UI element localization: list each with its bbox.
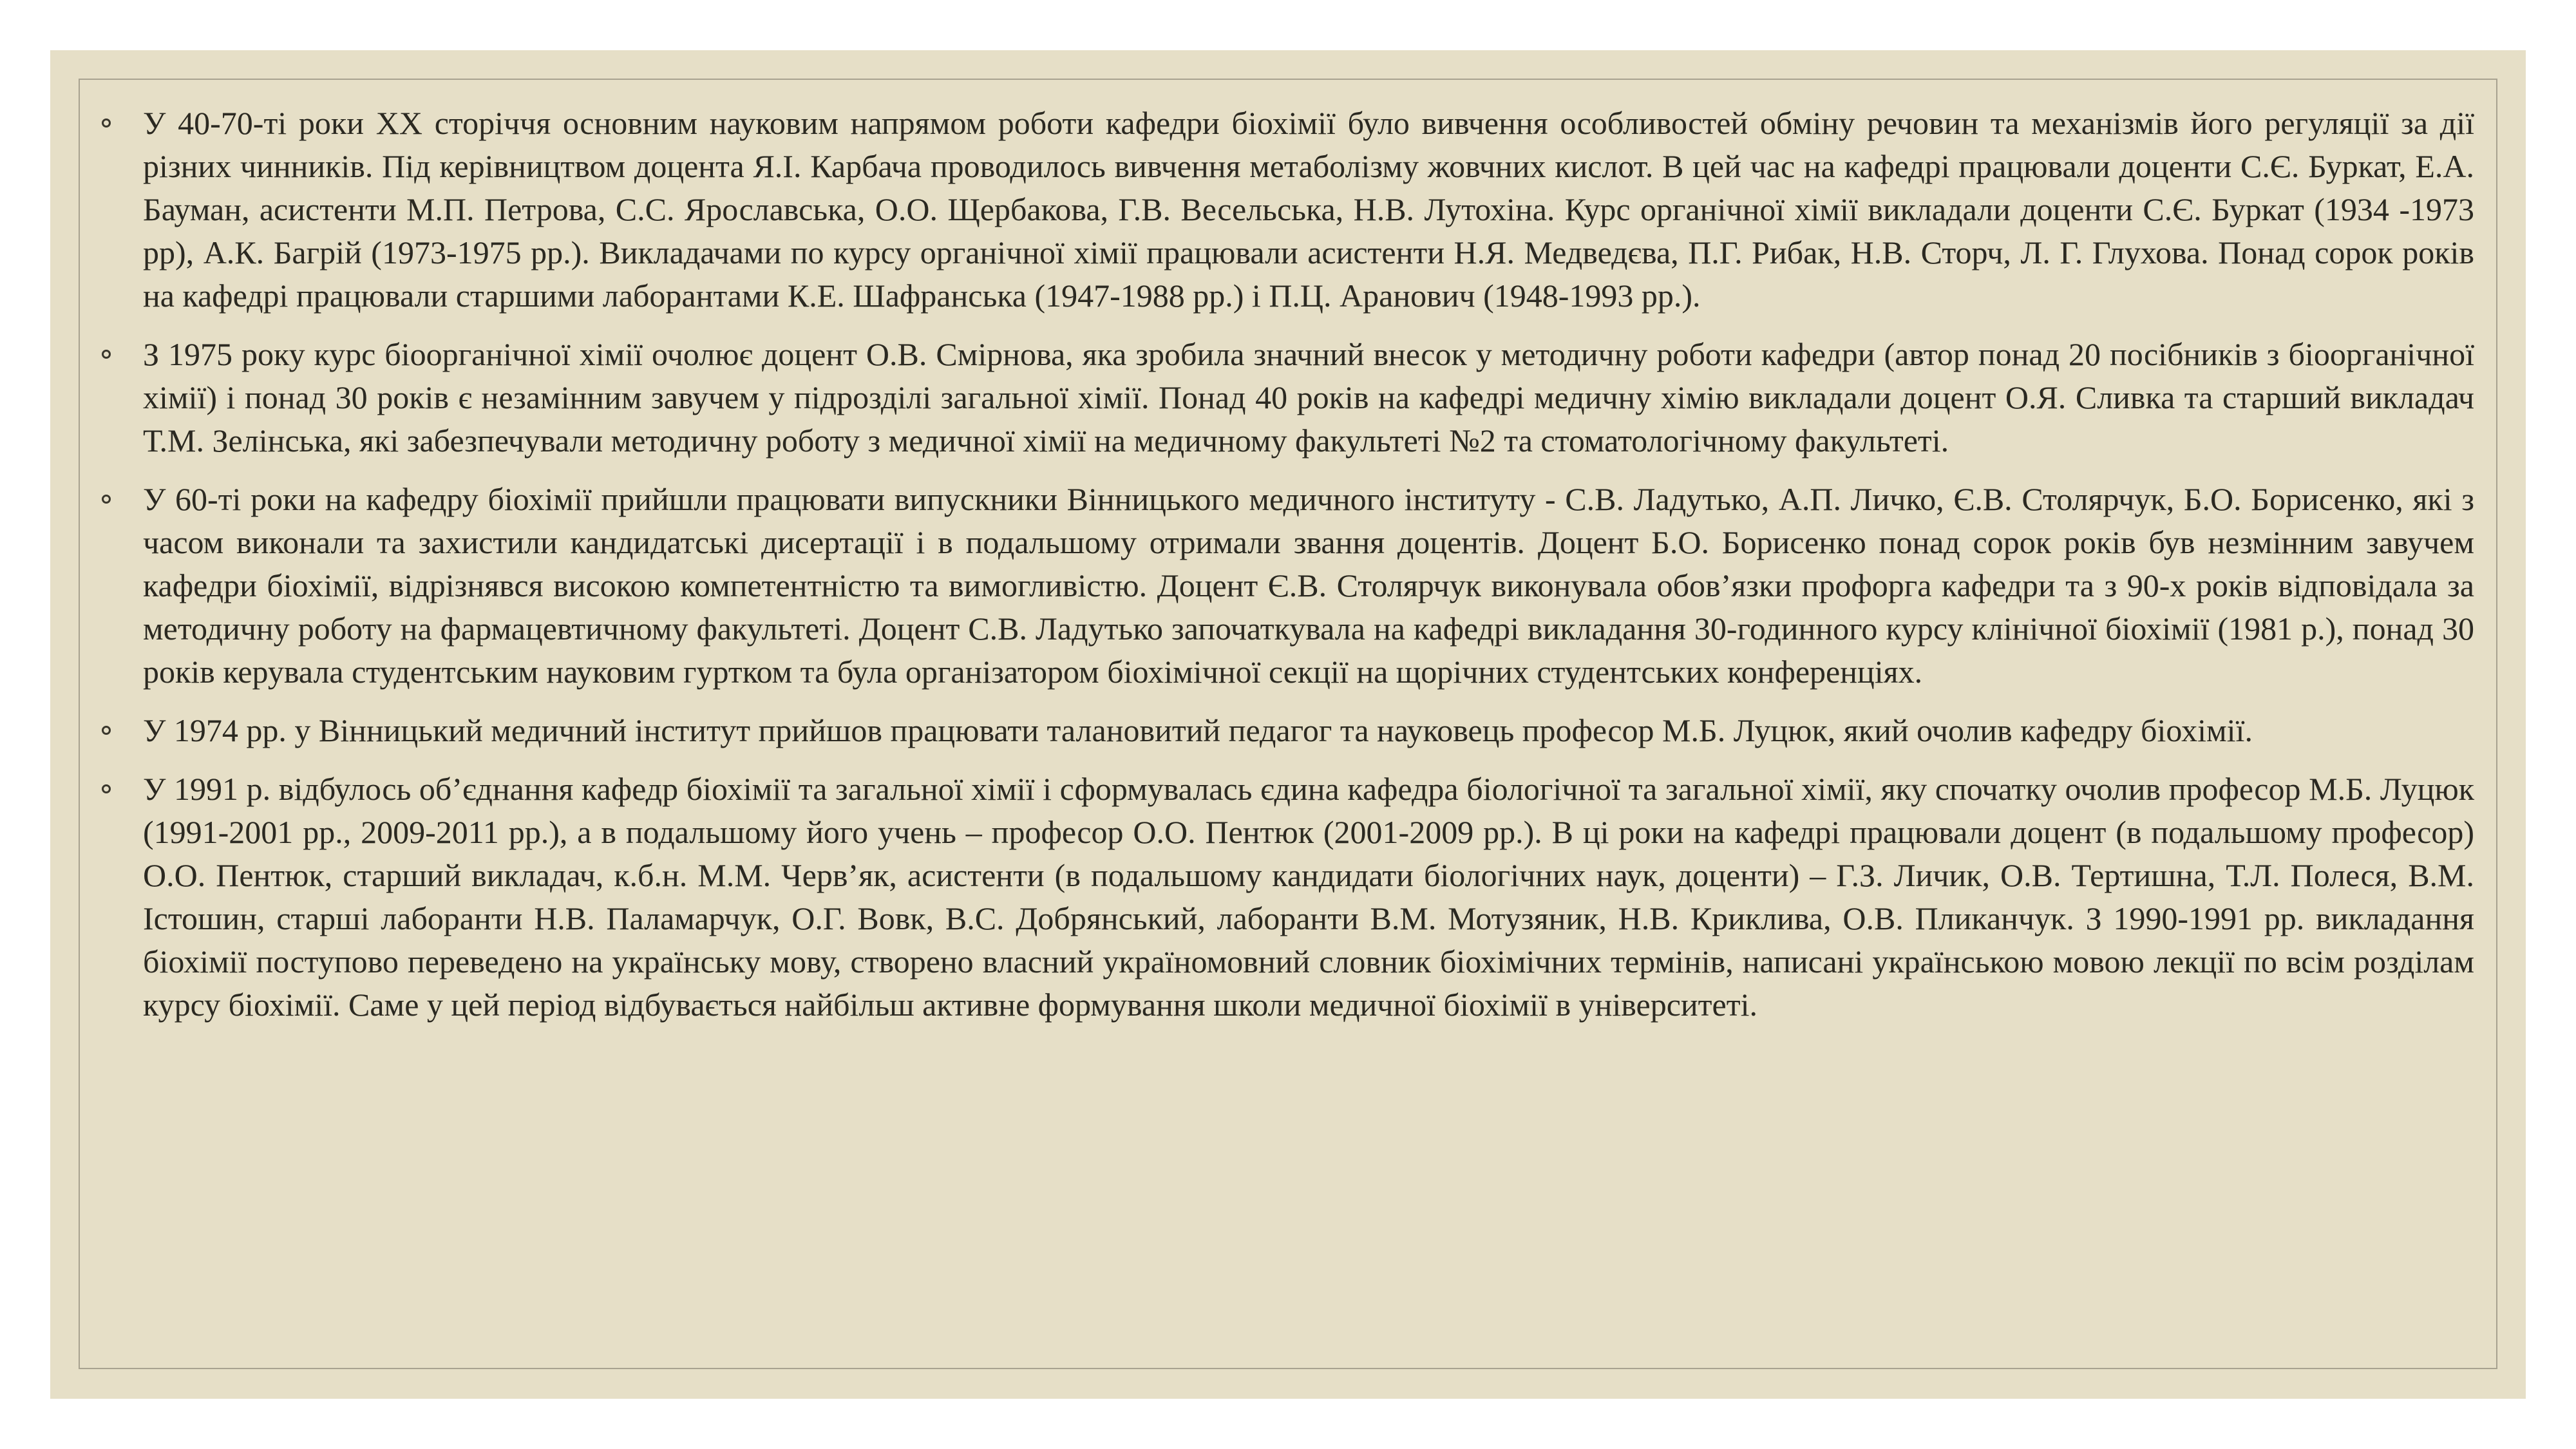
paragraph-text: У 40-70-ті роки ХХ сторіччя основним науковим напрямом роботи кафедри біохімії було вивчення особливостей обміну речовин та механізмів його регуляції за дії різних чинників. Під керівництвом доцента Я.І. Карбача проводилось вивчення метаболізму жовчних кислот. В цей час на кафедрі працювали доценти С.Є. Буркат, Е.А. Бауман, асистенти М.П. Петрова, С.С. Ярославська, О.О. Щербакова, Г.В. Весельська, Н.В. Лутохіна. Курс органічної хімії викладали доценти С.Є. Буркат (1934 -1973 рр), А.К. Багрій (1973-1975 рр.). Викладачами по курсу органічної хімії працювали асистенти Н.Я. Медведєва, П.Г. Рибак, Н.В. Сторч, Л. Г. Глухова. Понад сорок років на кафедрі працювали старшими лаборантами К.Е. Шафранська (1947-1988 рр.) і П.Ц. Аранович (1948-1993 рр.). bbox=[143, 105, 2474, 314]
bullet-item bbox=[143, 333, 2474, 462]
paragraph-text: У 1974 рр. у Вінницький медичний інститут прийшов працювати талановитий педагог та науковець професор М.Б. Луцюк, який очолив кафедру біохімії. bbox=[143, 712, 2253, 748]
bullet-list bbox=[143, 102, 2474, 1042]
bullet-item bbox=[143, 102, 2474, 317]
bullet-circle-icon bbox=[102, 350, 111, 359]
bullet-circle-icon bbox=[102, 495, 111, 504]
bullet-item bbox=[143, 709, 2474, 752]
paragraph-text: З 1975 року курс біоорганічної хімії очолює доцент О.В. Смірнова, яка зробила значний внесок у методичну роботи кафедри (автор понад 20 посібників з біоорганічної хімії) і понад 30 років є незамінним завучем у підрозділі загальної хімії. Понад 40 років на кафедрі медичну хімію викладали доцент О.Я. Сливка та старший викладач Т.М. Зелінська, які забезпечували методичну роботу з медичної хімії на медичному факультеті №2 та стоматологічному факультеті. bbox=[143, 336, 2474, 459]
paragraph-text: У 60-ті роки на кафедру біохімії прийшли працювати випускники Вінницького медичного інституту - С.В. Ладутько, А.П. Личко, Є.В. Столярчук, Б.О. Борисенко, які з часом виконали та захистили кандидатські дисертації і в подальшому отримали звання доцентів. Доцент Б.О. Борисенко понад сорок років був незмінним завучем кафедри біохімії, відрізнявся високою компетентністю та вимогливістю. Доцент Є.В. Столярчук виконувала обов’язки профорга кафедри та з 90-х років відповідала за методичну роботу на фармацевтичному факультеті. Доцент С.В. Ладутько започаткувала на кафедрі викладання 30-годинного курсу клінічної біохімії (1981 р.), понад 30 років керувала студентським науковим гуртком та була організатором біохімічної секції на щорічних студентських конференціях. bbox=[143, 481, 2474, 690]
bullet-item bbox=[143, 478, 2474, 694]
bullet-item bbox=[143, 768, 2474, 1027]
bullet-circle-icon bbox=[102, 726, 111, 735]
bullet-circle-icon bbox=[102, 118, 111, 128]
bullet-circle-icon bbox=[102, 784, 111, 793]
paragraph-text: У 1991 р. відбулось об’єднання кафедр біохімії та загальної хімії і сформувалась єдина кафедра біологічної та загальної хімії, яку спочатку очолив професор М.Б. Луцюк (1991-2001 рр., 2009-2011 рр.), а в подальшому його учень – професор О.О. Пентюк (2001-2009 рр.). В ці роки на кафедрі працювали доцент (в подальшому професор) О.О. Пентюк, старший викладач, к.б.н. М.М. Черв’як, асистенти (в подальшому кандидати біологічних наук, доценти) – Г.З. Личик, О.В. Тертишна, Т.Л. Полеся, В.М. Істошин, старші лаборанти Н.В. Паламарчук, О.Г. Вовк, В.С. Добрянський, лаборанти В.М. Мотузяник, Н.В. Криклива, О.В. Пликанчук. З 1990-1991 рр. викладання біохімії поступово переведено на українську мову, створено власний україномовний словник біохімічних термінів, написані українською мовою лекції по всім розділам курсу біохімії. Саме у цей період відбувається найбільш активне формування школи медичної біохімії в університеті. bbox=[143, 771, 2474, 1023]
